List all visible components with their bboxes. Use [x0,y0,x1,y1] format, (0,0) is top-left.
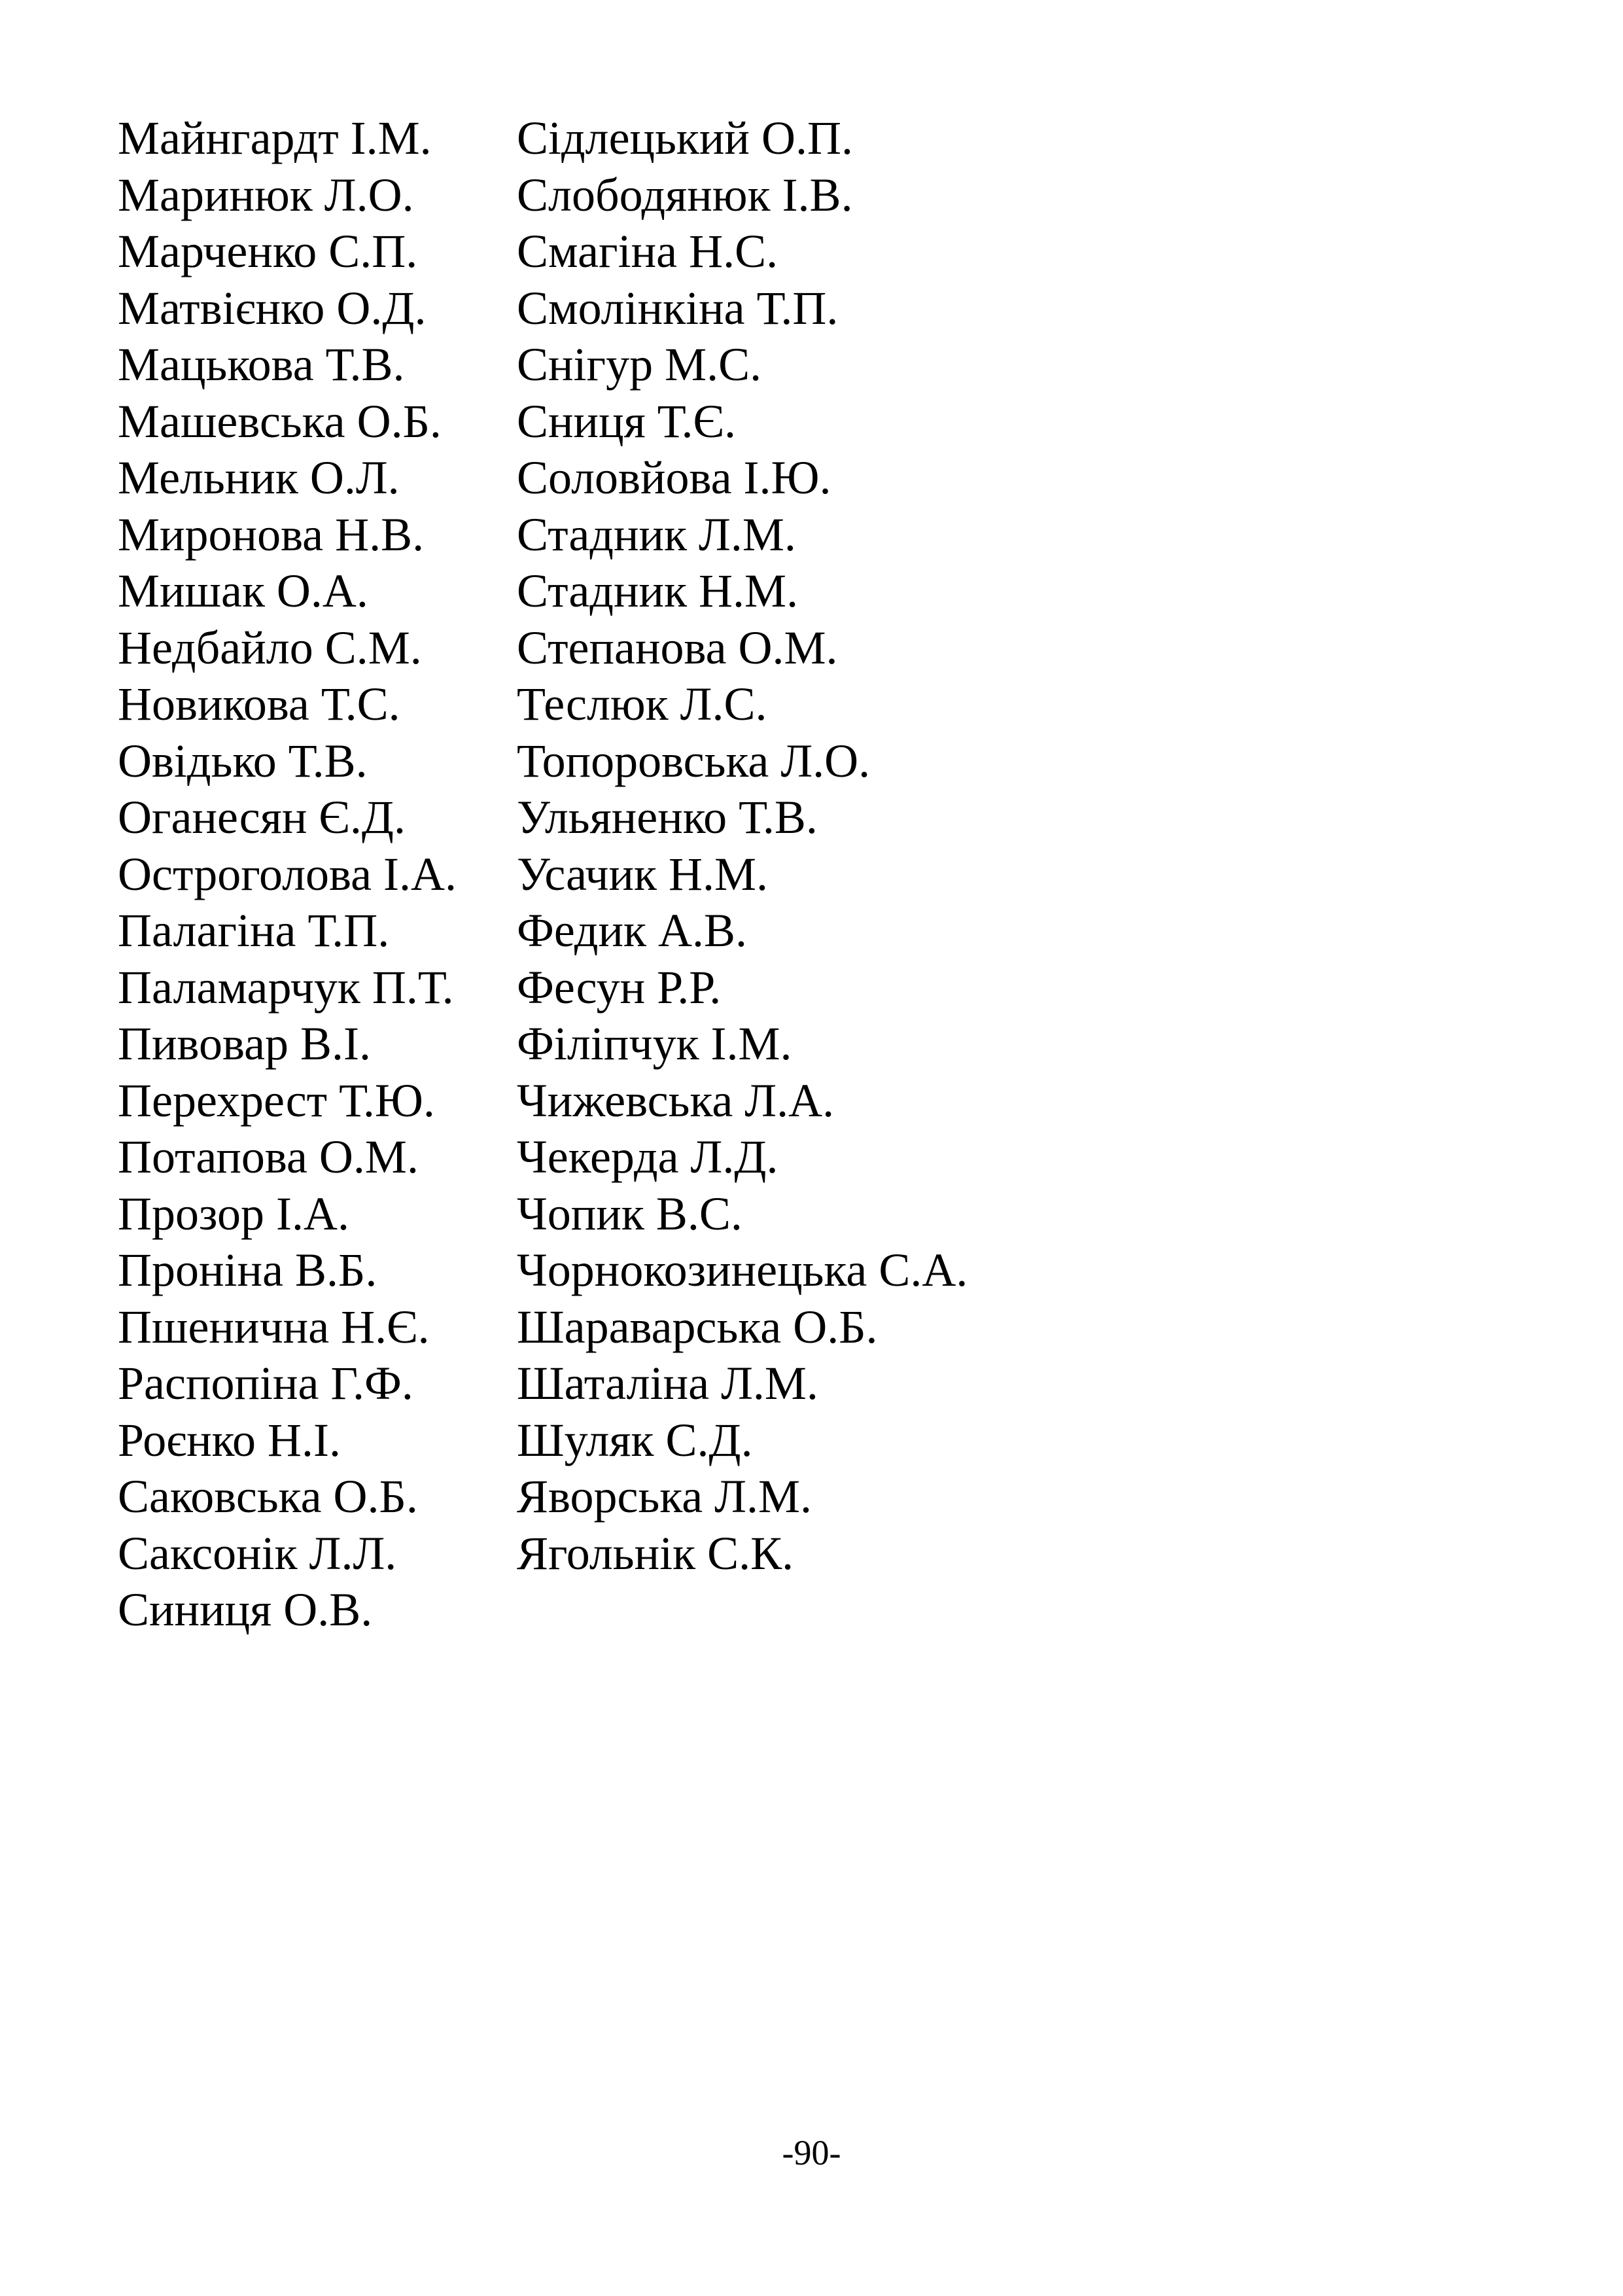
name-right: Шуляк С.Д. [517,1413,753,1466]
name-left: Овідько Т.В. [118,734,368,787]
name-left: Потапова О.М. [118,1131,419,1183]
name-row [0,902,1623,959]
name-left: Остроголова І.А. [118,847,457,900]
name-row [0,1355,1623,1412]
name-right: Чижевська Л.А. [517,1074,835,1127]
name-row [0,1072,1623,1129]
name-row [0,733,1623,790]
name-row [0,676,1623,733]
name-row [0,563,1623,620]
name-row [0,393,1623,450]
name-row [0,959,1623,1016]
name-left: Перехрест Т.Ю. [118,1074,435,1127]
name-left: Проніна В.Б. [118,1244,377,1296]
name-row [0,620,1623,677]
name-right: Сідлецький О.П. [517,112,853,164]
name-right: Степанова О.М. [517,621,838,674]
name-row [0,1242,1623,1299]
name-row [0,1581,1623,1638]
name-right: Стадник Л.М. [517,508,796,561]
name-row [0,110,1623,167]
name-left: Мацькова Т.В. [118,338,405,391]
name-right: Слободянюк І.В. [517,168,853,221]
name-row [0,167,1623,224]
name-row [0,280,1623,337]
name-right: Шаталіна Л.М. [517,1357,818,1409]
name-list [0,110,1623,1638]
name-left: Саксонік Л.Л. [118,1527,397,1580]
name-row [0,1129,1623,1186]
name-right: Чорнокозинецька С.А. [517,1244,968,1296]
name-left: Недбайло С.М. [118,621,422,674]
name-right: Смолінкіна Т.П. [517,281,839,334]
name-left: Пшенична Н.Є. [118,1300,430,1353]
name-left: Пивовар В.І. [118,1017,372,1070]
name-row [0,789,1623,846]
name-right: Усачик Н.М. [517,847,768,900]
name-row [0,1186,1623,1243]
name-right: Чопик В.С. [517,1187,742,1240]
name-row [0,336,1623,393]
name-row [0,1468,1623,1525]
page-number: -90- [782,2133,841,2172]
name-left: Саковська О.Б. [118,1470,418,1523]
name-right: Яворська Л.М. [517,1470,812,1523]
name-row [0,506,1623,563]
name-row [0,223,1623,280]
name-left: Синиця О.В. [118,1583,373,1636]
name-left: Мельник О.Л. [118,451,400,504]
name-left: Маринюк Л.О. [118,168,414,221]
name-row [0,450,1623,506]
name-left: Марченко С.П. [118,225,418,277]
name-right: Топоровська Л.О. [517,734,871,787]
name-right: Снігур М.С. [517,338,762,391]
name-left: Распопіна Г.Ф. [118,1357,413,1409]
name-right: Чекерда Л.Д. [517,1131,778,1183]
name-right: Сниця Т.Є. [517,395,737,448]
name-left: Новикова Т.С. [118,678,400,730]
name-left: Майнгардт І.М. [118,112,432,164]
name-row [0,1016,1623,1072]
name-right: Смагіна Н.С. [517,225,778,277]
name-left: Оганесян Є.Д. [118,791,406,843]
name-left: Прозор І.А. [118,1187,349,1240]
name-left: Палагіна Т.П. [118,904,390,957]
name-left: Матвієнко О.Д. [118,281,427,334]
name-left: Миронова Н.В. [118,508,425,561]
name-row [0,1525,1623,1582]
name-right: Стадник Н.М. [517,565,799,617]
name-left: Машевська О.Б. [118,395,442,448]
name-right: Соловйова І.Ю. [517,451,831,504]
name-right: Шараварська О.Б. [517,1300,878,1353]
name-right: Фесун Р.Р. [517,961,722,1014]
name-right: Ульяненко Т.В. [517,791,818,843]
name-right: Ягольнік С.К. [517,1527,794,1580]
name-row [0,1412,1623,1469]
name-row [0,846,1623,903]
name-right: Філіпчук І.М. [517,1017,792,1070]
name-left: Роєнко Н.І. [118,1413,341,1466]
name-right: Теслюк Л.С. [517,678,767,730]
name-left: Паламарчук П.Т. [118,961,454,1014]
name-left: Мишак О.А. [118,565,368,617]
name-row [0,1299,1623,1356]
name-right: Федик А.В. [517,904,748,957]
